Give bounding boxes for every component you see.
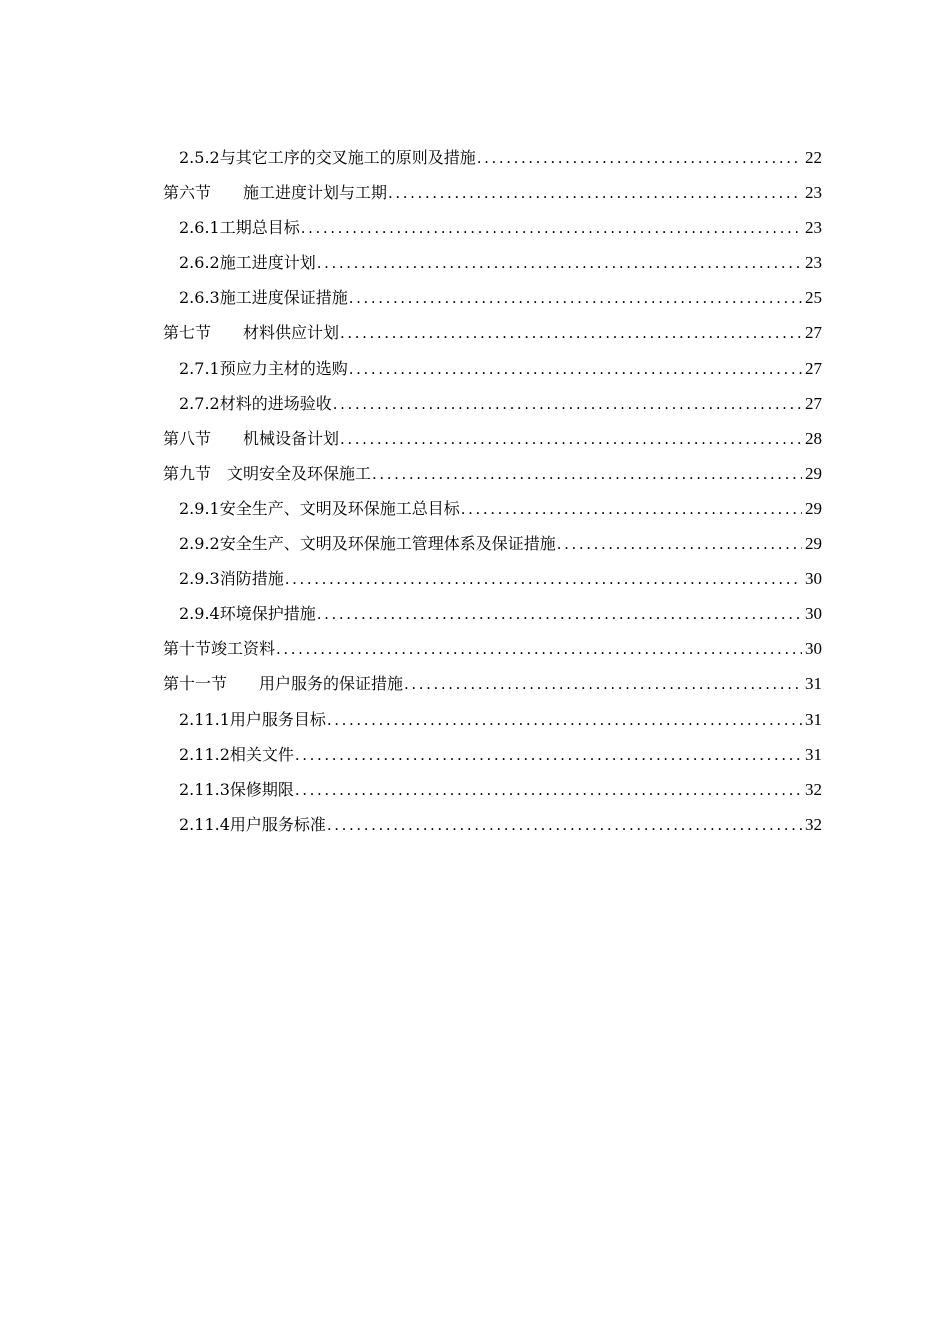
toc-entry-page: 30 [805,569,822,589]
dot-leader [340,422,802,457]
toc-entry-page: 28 [805,428,822,448]
toc-entry[interactable] [163,175,822,210]
toc-entry-page: 32 [805,814,822,834]
toc-entry-page: 29 [805,498,822,518]
dot-leader [349,352,802,387]
toc-entry[interactable] [163,561,822,596]
toc-entry-title: 机械设备计划 [243,428,340,448]
toc-entry-page: 30 [805,639,822,659]
dot-leader [557,527,802,562]
toc-entry-page: 27 [805,393,822,413]
toc-entry-page: 22 [805,148,822,167]
toc-entry-number: 第十一节 [163,674,260,694]
toc-entry-title: 文明安全及环保施工 [227,463,372,483]
dot-leader [317,597,802,632]
dot-leader [461,492,802,527]
toc-entry-title: 安全生产、文明及环保施工管理体系及保证措施 [219,534,556,554]
toc-entry-title: 工期总目标 [219,218,300,238]
dot-leader [295,738,802,773]
toc-entry-number: 2.9.4 [179,604,220,624]
toc-entry[interactable] [163,702,822,737]
toc-entry-page: 31 [805,744,822,764]
toc-entry-title: 安全生产、文明及环保施工总目标 [219,498,460,518]
toc-entry[interactable] [163,491,822,526]
toc-entry-page: 31 [805,674,822,694]
toc-entry[interactable] [163,666,822,701]
toc-entry-page: 25 [805,288,822,308]
dot-leader [327,703,802,738]
toc-entry-title: 与其它工序的交叉施工的原则及措施 [219,148,476,167]
dot-leader [295,773,802,808]
toc-entry-title: 材料的进场验收 [219,393,332,413]
toc-entry-title: 材料供应计划 [243,323,340,343]
toc-entry-number: 第八节 [163,428,244,448]
toc-entry[interactable] [163,245,822,280]
toc-entry-number: 2.9.2 [179,534,220,554]
toc-entry[interactable] [163,596,822,631]
toc-entry[interactable] [163,140,822,175]
toc-entry-title: 用户服务目标 [229,709,326,729]
toc-entry-number: 第七节 [163,323,244,343]
toc-entry[interactable] [163,421,822,456]
dot-leader [340,316,802,351]
toc-entry-number: 2.9.1 [179,498,220,518]
toc-entry-title: 用户服务的保证措施 [259,674,404,694]
toc-entry-number: 第十节 [163,639,212,659]
toc-entry-page: 23 [805,183,822,203]
toc-entry-number: 2.11.3 [179,779,230,799]
toc-entry-page: 27 [805,358,822,378]
toc-entry-title: 施工进度保证措施 [219,288,348,308]
toc-entry[interactable] [163,526,822,561]
toc-entry-page: 31 [805,709,822,729]
toc-entry[interactable] [163,456,822,491]
dot-leader [317,246,802,281]
toc-entry[interactable] [163,737,822,772]
dot-leader [333,387,802,422]
toc-entry[interactable] [163,772,822,807]
dot-leader [477,141,802,176]
toc-entry-title: 环境保护措施 [219,604,316,624]
toc-entry[interactable] [163,807,822,842]
toc-entry[interactable] [163,210,822,245]
dot-leader [388,176,802,211]
toc-entry-number: 2.11.1 [179,709,230,729]
toc-entry[interactable] [163,386,822,421]
toc-entry-page: 30 [805,604,822,624]
dot-leader [327,808,802,843]
toc-entry-title: 保修期限 [229,779,294,799]
toc-entry-page: 32 [805,779,822,799]
toc-entry[interactable] [163,280,822,315]
table-of-contents [163,140,822,842]
toc-entry-number: 2.6.3 [179,288,220,308]
toc-entry-page: 27 [805,323,822,343]
toc-entry-page: 29 [805,463,822,483]
dot-leader [301,211,802,246]
dot-leader [349,281,802,316]
dot-leader [404,667,802,702]
toc-entry-title: 竣工资料 [211,639,276,659]
toc-entry-title: 预应力主材的选购 [219,358,348,378]
dot-leader [285,562,802,597]
toc-entry-number: 2.7.2 [179,393,220,413]
dot-leader [372,457,802,492]
toc-entry-title: 施工进度计划与工期 [243,183,388,203]
toc-entry-title: 用户服务标准 [229,814,326,834]
toc-entry-number: 第六节 [163,183,244,203]
toc-entry-page: 23 [805,253,822,273]
toc-entry-number: 2.11.2 [179,744,230,764]
toc-entry-number: 2.9.3 [179,569,220,589]
toc-entry-title: 施工进度计划 [219,253,316,273]
toc-entry-title: 消防措施 [219,569,284,589]
toc-entry-number: 2.6.2 [179,253,220,273]
toc-entry[interactable] [163,315,822,350]
toc-entry-number: 2.7.1 [179,358,220,378]
toc-entry[interactable] [163,631,822,666]
toc-entry-title: 相关文件 [229,744,294,764]
toc-entry-page: 29 [805,534,822,554]
toc-entry-number: 2.11.4 [179,814,230,834]
toc-entry-number: 第九节 [163,463,228,483]
toc-entry-number: 2.5.2 [179,148,220,167]
toc-entry-number: 2.6.1 [179,218,220,238]
toc-entry-page: 23 [805,218,822,238]
dot-leader [276,632,802,667]
toc-entry[interactable] [163,351,822,386]
